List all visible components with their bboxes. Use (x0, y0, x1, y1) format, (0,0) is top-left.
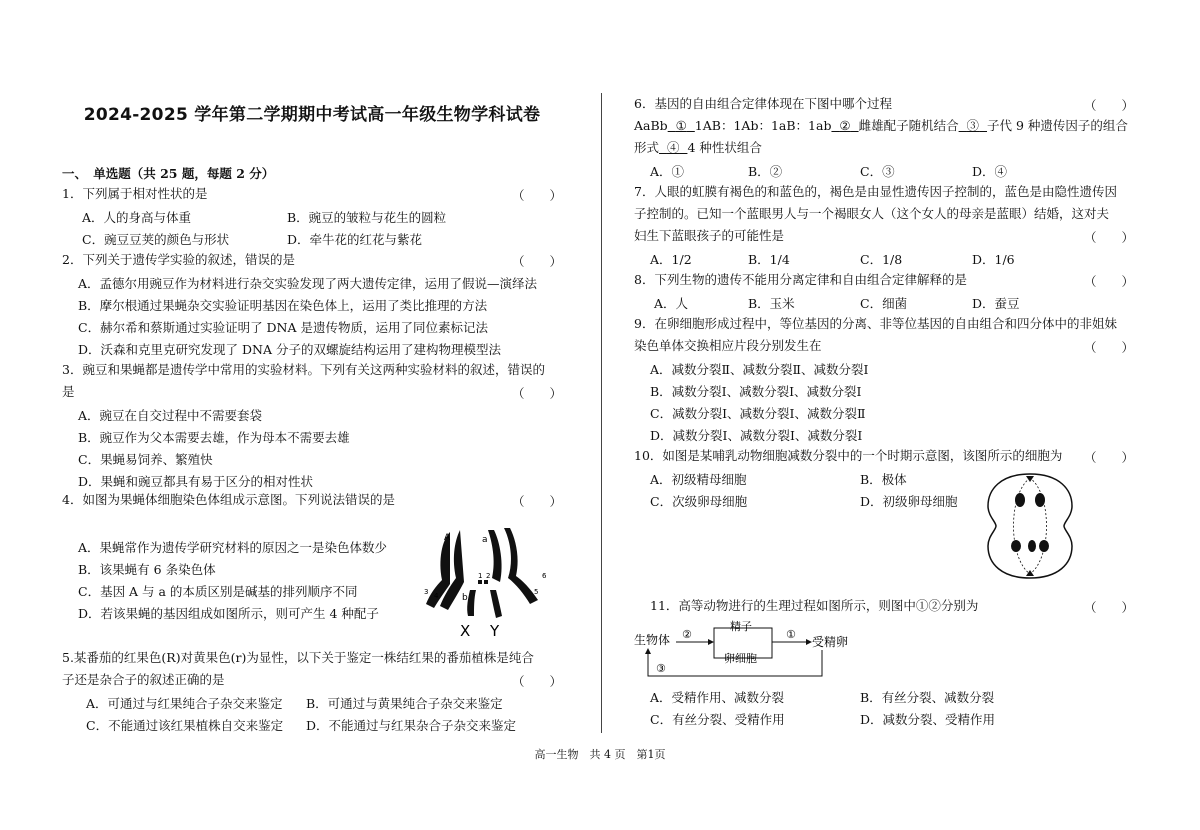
q7-option-c[interactable]: C．1/8 (860, 252, 903, 267)
q10-option-d[interactable]: D．初级卵母细胞 (860, 494, 958, 509)
fig-label-5: 5 (534, 588, 539, 596)
diagram-organism: 生物体 (634, 633, 671, 647)
q11-option-d[interactable]: D．减数分裂、受精作用 (860, 712, 996, 727)
q3-answer-blank[interactable]: （ ） (512, 386, 563, 401)
q9-stem-line2: 染色单体交换相应片段分别发生在 (634, 338, 822, 353)
q6-step-2: ② (839, 118, 851, 133)
q10-option-b[interactable]: B．极体 (860, 472, 907, 487)
q6-answer-blank[interactable]: （ ） (1084, 98, 1135, 113)
q10-option-a[interactable]: A．初级精母细胞 (650, 472, 747, 487)
q5-option-b[interactable]: B．可通过与黄果纯合子杂交来鉴定 (306, 696, 503, 711)
q6-step-3: ③ (966, 118, 980, 133)
diagram-sperm: 精子 (730, 620, 752, 633)
q8-option-d[interactable]: D．蚕豆 (972, 296, 1020, 311)
life-cycle-diagram (634, 618, 849, 684)
q4-option-a[interactable]: A．果蝇常作为遗传学研究材料的原因之一是染色体数少 (78, 540, 388, 555)
arrowhead-to-organism (645, 648, 651, 654)
diagram-step-1: ① (786, 628, 796, 641)
chromosome-6 (484, 580, 488, 584)
q6-stem: 6．基因的自由组合定律体现在下图中哪个过程 (634, 96, 892, 111)
q1-stem: 1．下列属于相对性状的是 (62, 186, 208, 201)
q6-step-1: ① (675, 118, 687, 133)
q5-option-d[interactable]: D．不能通过与红果杂合子杂交来鉴定 (306, 718, 517, 733)
q2-answer-blank[interactable]: （ ） (512, 254, 563, 269)
diagram-egg: 卵细胞 (724, 652, 757, 665)
q7-stem-line2: 子控制的。已知一个蓝眼男人与一个褐眼女人（这个女人的母亲是蓝眼）结婚，这对夫 (634, 206, 1110, 221)
q9-answer-blank[interactable]: （ ） (1084, 340, 1135, 355)
q9-option-c[interactable]: C．减数分裂Ⅰ、减数分裂Ⅰ、减数分裂Ⅱ (650, 406, 866, 421)
q8-option-a[interactable]: A．人 (654, 296, 689, 311)
q3-option-a[interactable]: A．豌豆在自交过程中不需要套袋 (78, 408, 263, 423)
spindle (1014, 478, 1047, 574)
fig-label-2: 2 (486, 572, 491, 580)
fig-label-3: 3 (424, 588, 429, 596)
q1-option-a[interactable]: A．人的身高与体重 (82, 210, 192, 225)
q5-answer-blank[interactable]: （ ） (512, 674, 563, 689)
cell-division-figure (980, 470, 1080, 582)
q6-option-c[interactable]: C．③ (860, 164, 895, 179)
q8-option-b[interactable]: B．玉米 (748, 296, 795, 311)
exam-title: 2024-2025 学年第二学期期中考试高一年级生物学科试卷 (83, 105, 541, 125)
fig-label-1: 1 (478, 572, 483, 580)
spindle-pole-bottom (1026, 570, 1034, 576)
q2-option-d[interactable]: D．沃森和克里克研究发现了 DNA 分子的双螺旋结构运用了建构物理模型法 (78, 342, 501, 357)
q4-option-b[interactable]: B．该果蝇有 6 条染色体 (78, 562, 216, 577)
q10-option-c[interactable]: C．次级卵母细胞 (650, 494, 748, 509)
q11-option-a[interactable]: A．受精作用、减数分裂 (650, 690, 785, 705)
q2-option-a[interactable]: A．孟德尔用豌豆作为材料进行杂交实验发现了两大遗传定律，运用了假说—演绎法 (78, 276, 538, 291)
cell-membrane (988, 474, 1072, 578)
q7-option-b[interactable]: B．1/4 (748, 252, 790, 267)
diagram-step-3: ③ (656, 662, 666, 675)
q7-stem-line1: 7．人眼的虹膜有褐色的和蓝色的，褐色是由显性遗传因子控制的，蓝色是由隐性遗传因 (634, 184, 1117, 199)
q6-option-b[interactable]: B．② (748, 164, 783, 179)
q9-option-d[interactable]: D．减数分裂Ⅰ、减数分裂Ⅰ、减数分裂Ⅰ (650, 428, 863, 443)
q7-stem-line3: 妇生下蓝眼孩子的可能性是 (634, 228, 785, 243)
q4-option-d[interactable]: D．若该果蝇的基因组成如图所示，则可产生 4 种配子 (78, 606, 379, 621)
section-heading: 一、 单选题（共 25 题，每题 2 分） (62, 166, 275, 181)
q6-genotype: AaBb (634, 118, 668, 133)
chromosome-top-right (1035, 493, 1045, 507)
chromosome-bottom-left (1011, 540, 1021, 552)
chromosome-5 (478, 580, 482, 584)
q3-option-d[interactable]: D．果蝇和豌豆都具有易于区分的相对性状 (78, 474, 314, 489)
fig-label-4: 4 (434, 592, 439, 600)
q11-option-c[interactable]: C．有丝分裂、受精作用 (650, 712, 785, 727)
q9-option-a[interactable]: A．减数分裂Ⅱ、减数分裂Ⅱ、减数分裂Ⅰ (650, 362, 869, 377)
diagram-step-2: ② (682, 628, 692, 641)
fig-label-a: a (482, 535, 488, 545)
q7-option-a[interactable]: A．1/2 (650, 252, 692, 267)
q3-stem-line2: 是 (62, 384, 75, 399)
q8-option-c[interactable]: C．细菌 (860, 296, 908, 311)
chromosome-x (467, 590, 476, 616)
q10-stem: 10．如图是某哺乳动物细胞减数分裂中的一个时期示意图，该图所示的细胞为 (634, 448, 1063, 463)
q2-option-c[interactable]: C．赫尔希和蔡斯通过实验证明了 DNA 是遗传物质，运用了同位素标记法 (78, 320, 488, 335)
q5-stem-line2: 子还是杂合子的叙述正确的是 (62, 672, 225, 687)
spindle-pole-top (1026, 476, 1034, 482)
q3-stem-line1: 3．豌豆和果蝇都是遗传学中常用的实验材料。下列有关这两种实验材料的叙述，错误的 (62, 362, 545, 377)
q5-option-c[interactable]: C．不能通过该红果植株自交来鉴定 (86, 718, 284, 733)
q11-option-b[interactable]: B．有丝分裂、减数分裂 (860, 690, 995, 705)
chromosome-bottom-right (1039, 540, 1049, 552)
q10-answer-blank[interactable]: （ ） (1084, 450, 1135, 465)
q4-option-c[interactable]: C．基因 A 与 a 的本质区别是碱基的排列顺序不同 (78, 584, 358, 599)
q7-option-d[interactable]: D．1/6 (972, 252, 1015, 267)
q8-stem: 8．下列生物的遗传不能用分离定律和自由组合定律解释的是 (634, 272, 967, 287)
chromosome-y (490, 590, 502, 618)
q6-step-4: ④ (666, 140, 680, 155)
q1-answer-blank[interactable]: （ ） (512, 188, 563, 203)
fruit-fly-chromosome-figure (420, 520, 560, 640)
q2-option-b[interactable]: B．摩尔根通过果蝇杂交实验证明基因在染色体上，运用了类比推理的方法 (78, 298, 488, 313)
chromosome-top-left (1015, 493, 1025, 507)
q4-stem: 4．如图为果蝇体细胞染色体组成示意图。下列说法错误的是 (62, 492, 395, 507)
q5-stem-line1: 5.某番茄的红果色(R)对黄果色(r)为显性，以下关于鉴定一株结红果的番茄植株是纯合 (62, 650, 534, 665)
q6-gametes: 1AB：1Ab：1aB：1ab (694, 118, 832, 133)
q4-answer-blank[interactable]: （ ） (512, 494, 563, 509)
q5-option-a[interactable]: A．可通过与红果纯合子杂交来鉴定 (86, 696, 283, 711)
q3-option-c[interactable]: C．果蝇易饲养、繁殖快 (78, 452, 213, 467)
q6-offspring: 子代 9 种遗传因子的组合 (987, 118, 1128, 133)
q7-answer-blank[interactable]: （ ） (1084, 230, 1135, 245)
fig-label-X: X (460, 622, 471, 640)
arrowhead-to-gametes (708, 639, 714, 645)
q6-option-a[interactable]: A．① (650, 164, 685, 179)
chromosome-bottom-mid (1028, 540, 1036, 552)
fig-label-b: b (462, 593, 468, 603)
fig-label-6: 6 (542, 572, 547, 580)
q1-option-c[interactable]: C．豌豆豆荚的颜色与形状 (82, 232, 230, 247)
q6-fertilization: 雌雄配子随机结合 (858, 118, 959, 133)
diagram-zygote: 受精卵 (812, 635, 849, 649)
page-footer: 高一生物 共 4 页 第1页 (534, 748, 666, 761)
q6-process-line2: 形式 ④ 4 种性状组合 (634, 140, 762, 155)
q11-stem: 11．高等动物进行的生理过程如图所示，则图中①②分别为 (650, 598, 979, 613)
q1-option-d[interactable]: D．牵牛花的红花与紫花 (287, 232, 423, 247)
q1-option-b[interactable]: B．豌豆的皱粒与花生的圆粒 (287, 210, 447, 225)
fig-label-Y: Y (490, 622, 500, 640)
q11-answer-blank[interactable]: （ ） (1084, 600, 1135, 615)
q3-option-b[interactable]: B．豌豆作为父本需要去雄，作为母本不需要去雄 (78, 430, 350, 445)
fig-label-A: A (444, 533, 451, 543)
q8-answer-blank[interactable]: （ ） (1084, 274, 1135, 289)
q2-stem: 2．下列关于遗传学实验的叙述，错误的是 (62, 252, 295, 267)
column-divider (601, 93, 602, 733)
q9-stem-line1: 9．在卵细胞形成过程中，等位基因的分离、非等位基因的自由组合和四分体中的非姐妹 (634, 316, 1117, 331)
q9-option-b[interactable]: B．减数分裂Ⅰ、减数分裂Ⅰ、减数分裂Ⅰ (650, 384, 862, 399)
q6-process-line1 (634, 118, 1128, 134)
chromosome-4 (504, 528, 538, 604)
q6-option-d[interactable]: D．④ (972, 164, 1008, 179)
